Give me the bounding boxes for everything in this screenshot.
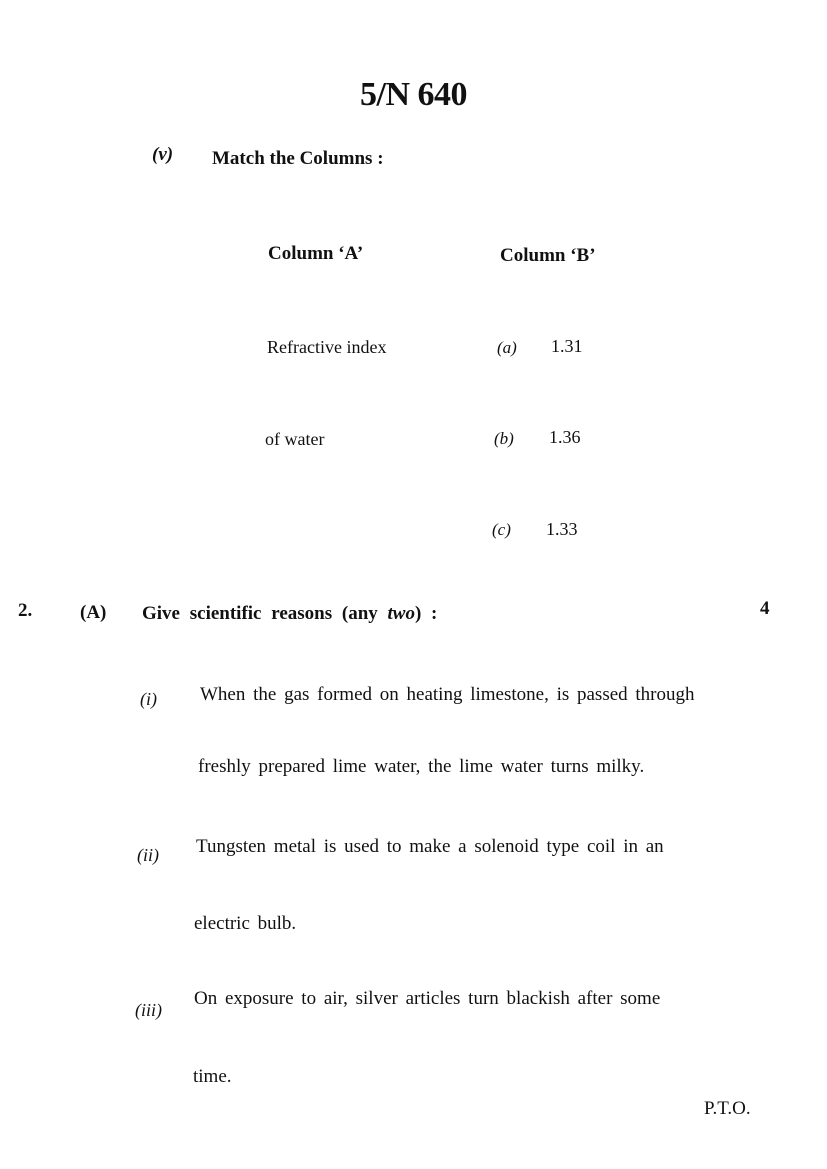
- sub-question-line: Tungsten metal is used to make a solenoid type coil in an: [196, 836, 664, 857]
- option-label: (a): [497, 338, 517, 357]
- column-a-line: of water: [265, 429, 325, 449]
- question-instruction: Match the Columns :: [212, 148, 384, 169]
- heading-text: Give scientific reasons (any: [142, 603, 378, 624]
- question-number: (v): [152, 144, 174, 165]
- question-2-part: (A): [80, 602, 107, 623]
- sub-question-line: On exposure to air, silver articles turn blackish after some: [194, 988, 661, 1009]
- question-2-heading: [142, 603, 437, 625]
- sub-question-line: freshly prepared lime water, the lime water turns milky.: [198, 756, 645, 777]
- marks: 4: [760, 598, 770, 619]
- column-b-header: Column ‘B’: [500, 245, 596, 266]
- column-a-line: Refractive index: [267, 337, 387, 357]
- option-value: 1.31: [551, 336, 583, 356]
- column-a-header: Column ‘A’: [268, 243, 364, 264]
- option-label: (c): [492, 520, 511, 539]
- heading-tail: ) :: [414, 603, 438, 624]
- sub-question-number: (ii): [137, 845, 159, 865]
- option-value: 1.33: [546, 519, 578, 539]
- heading-emphasis: two: [387, 603, 415, 624]
- option-label: (b): [494, 429, 514, 448]
- question-2-number: 2.: [18, 600, 33, 621]
- sub-question-line: time.: [193, 1066, 232, 1087]
- sub-question-line: When the gas formed on heating limestone, is passed through: [200, 684, 695, 705]
- option-value: 1.36: [549, 427, 581, 447]
- pto-marker: P.T.O.: [704, 1098, 751, 1119]
- sub-question-line: electric bulb.: [194, 913, 297, 934]
- sub-question-number: (i): [140, 689, 157, 709]
- paper-code: 5/N 640: [360, 76, 467, 113]
- sub-question-number: (iii): [135, 1000, 162, 1020]
